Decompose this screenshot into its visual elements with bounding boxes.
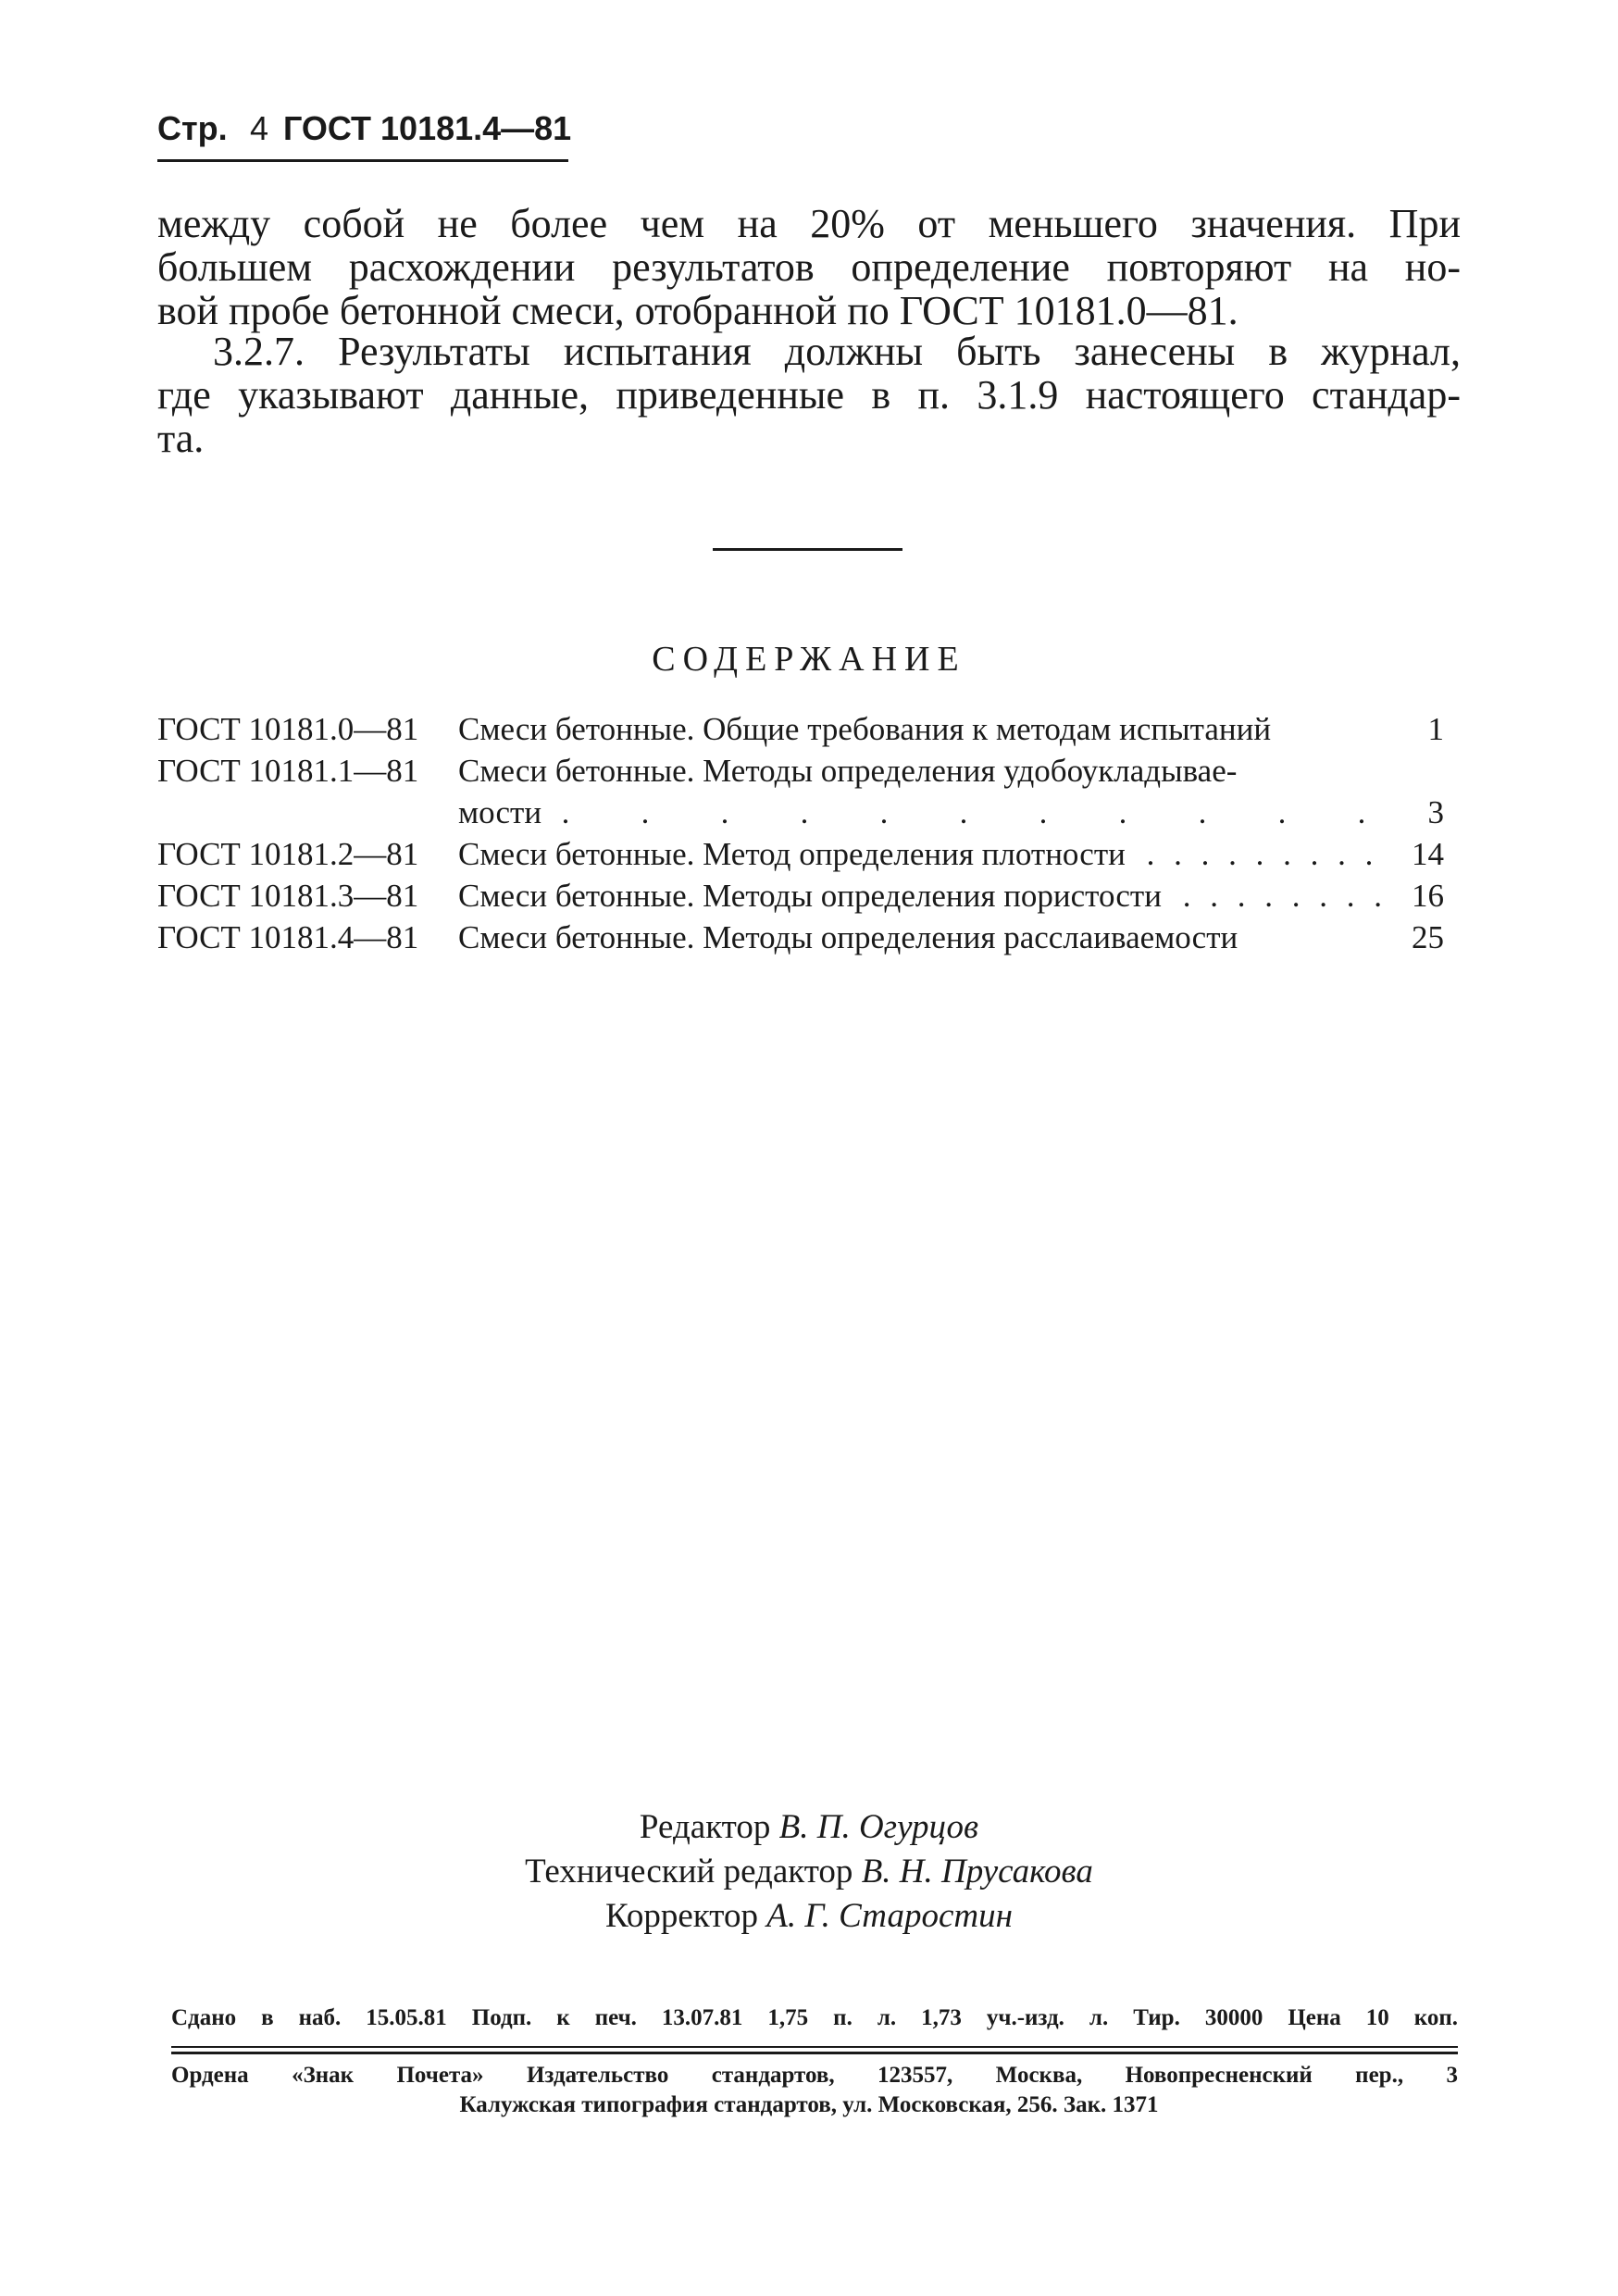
toc-page: 16: [1412, 878, 1444, 914]
toc-code: ГОСТ 10181.3—81: [157, 878, 419, 914]
section-separator: [713, 548, 902, 551]
table-of-contents: [157, 711, 1444, 961]
toc-code: ГОСТ 10181.0—81: [157, 711, 419, 747]
toc-entry-title: Смеси бетонные. Методы определения пористости . .: [458, 878, 1388, 915]
standard-designation: ГОСТ 10181.4—81: [283, 109, 572, 147]
tech-editor-role: Технический редактор: [525, 1853, 853, 1890]
toc-entry-title-continuation: мости .: [458, 794, 1388, 831]
toc-page: 25: [1412, 919, 1444, 955]
imprint-print-data: Сдано в наб. 15.05.81 Подп. к печ. 13.07.81 1,75 п. л. 1,73 уч.-изд. л. Тир. 30000 Цена 10 коп.: [171, 2005, 1458, 2030]
page-label: Стр.: [157, 109, 228, 147]
imprint-publisher: Ордена «Знак Почета» Издательство стандартов, 123557, Москва, Новопресненский пер., 3: [171, 2063, 1458, 2088]
header-rule: [157, 159, 568, 162]
toc-page: 1: [1427, 711, 1444, 747]
toc-entry-title: Смеси бетонные. Общие требования к методам испытаний: [458, 711, 1388, 748]
tech-editor-name: В. Н. Прусакова: [861, 1853, 1093, 1890]
toc-entry-title: Смеси бетонные. Методы определения удобоукладывае-: [458, 753, 1388, 790]
toc-code: ГОСТ 10181.4—81: [157, 919, 419, 955]
toc-title: СОДЕРЖАНИЕ: [652, 640, 966, 679]
toc-page: 3: [1427, 794, 1444, 830]
paragraph-continuation: [157, 202, 1461, 332]
toc-entry-title: Смеси бетонные. Методы определения расслаиваемости: [458, 919, 1388, 956]
imprint-rule: [171, 2052, 1458, 2054]
toc-code: ГОСТ 10181.1—81: [157, 753, 419, 789]
page-header: [157, 109, 574, 161]
toc-entry: [157, 753, 1444, 794]
text-line: та.: [157, 416, 205, 461]
text-line: где указывают данные, приведенные в п. 3.1.9 настоящего стандар-: [157, 372, 1461, 418]
corrector-role: Корректор: [605, 1897, 758, 1935]
toc-entry: [157, 836, 1444, 878]
editor-role: Редактор: [639, 1808, 771, 1846]
editor-name: В. П. Огурцов: [778, 1808, 979, 1846]
toc-entry: [157, 878, 1444, 919]
imprint-printer: Калужская типография стандартов, ул. Московская, 256. Зак. 1371: [459, 2092, 1159, 2117]
tech-editor-line: [0, 1850, 1618, 1894]
editor-line: [0, 1805, 1618, 1850]
corrector-line: [0, 1894, 1618, 1939]
toc-page: 14: [1412, 836, 1444, 872]
toc-code: ГОСТ 10181.2—81: [157, 836, 419, 872]
credits-block: [0, 1805, 1618, 1939]
imprint-rule: [171, 2046, 1458, 2048]
paragraph-3-2-7: [157, 330, 1461, 460]
page-number: 4: [250, 109, 269, 147]
text-line: большем расхождении результатов определение повторяют на но-: [157, 244, 1461, 290]
text-line: между собой не более чем на 20% от меньшего значения. При: [157, 201, 1461, 246]
text-line: вой пробе бетонной смеси, отобранной по ГОСТ 10181.0—81.: [157, 288, 1238, 333]
toc-entry: [157, 711, 1444, 753]
toc-entry: [157, 919, 1444, 961]
toc-entry-title: Смеси бетонные. Метод определения плотности . .: [458, 836, 1388, 873]
corrector-name: А. Г. Старостин: [766, 1897, 1013, 1935]
toc-entry-continuation: [157, 794, 1444, 836]
text-line: 3.2.7. Результаты испытания должны быть занесены в журнал,: [213, 329, 1461, 374]
